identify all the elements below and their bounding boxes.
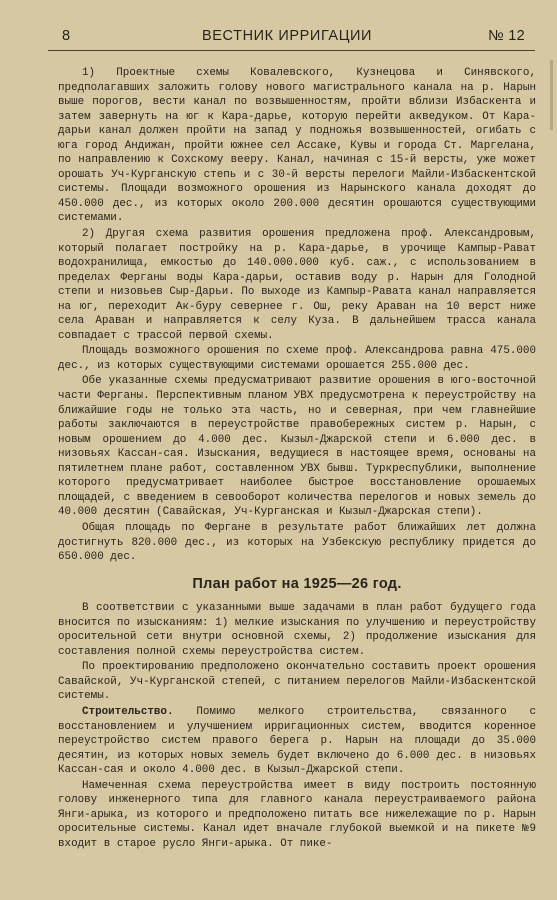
paragraph-surveys: В соответствии с указанными выше задачами в план работ будущего года вносится по изысканиям: 1) мелкие изыскания по улучшению и переустройству оросительной сети внутри основной схемы, 2) продолжение изыскания для составления полной схемы переустройства систем. bbox=[58, 602, 536, 658]
paragraph-total-area: Общая площадь по Фергане в результате работ ближайших лет должна достигнуть 820.000 дес., из которых на Узбекскую республику придется до 650.000 дес. bbox=[58, 521, 536, 564]
paragraph-area-aleksandrov: Площадь возможного орошения по схеме проф. Александрова равна 475.000 дес., из которых существующими системами орошается 255.000 дес. bbox=[58, 345, 536, 372]
construction-lead: Строительство. bbox=[82, 705, 174, 718]
construction-text: Помимо мелкого строительства, связанного с восстановлением и улучшением ирригационных систем, вводится коренное переустройство систем правого берега р. Нарын на площади до 35.000 десятин, из которых новых земель будет включено до 6.000 дес. в низовьях Кассан-сая и около 4.000 дес. в Кызыл-Джарской степи. bbox=[58, 705, 536, 777]
paragraph-both-schemes: Обе указанные схемы предусматривают развитие орошения в юго-восточной части Ферганы. Перспективным планом УВХ предусмотрена к переустройству на ближайшие годы не только эта часть, но и северная, при чем главнейшие работы заключаются в переустройстве правобережных систем р. Нарын, с новым орошением до 4.000 дес. Кызыл-Джарской степи и 6.000 дес. в низовьях Кассан-сая. Изыскания, ведущиеся в настоящее время, основаны на пятилетнем плане работ, составленном УВХ бывш. Туркреспублики, выполнение которого предусматривает наиболее быстрое восстановление орошаемых площадей, с введением в севооборот количества перелогов и новых земель до 40.000 десятин (Савайская, Уч-Курганская и Кызыл-Джарская степи). bbox=[58, 375, 536, 519]
header-rule bbox=[48, 50, 535, 51]
article-body bbox=[58, 66, 536, 851]
section-heading: План работ на 1925—26 год. bbox=[192, 575, 402, 592]
page-edge-shadow bbox=[550, 60, 553, 130]
paragraph-scheme-reconstruction: Намеченная схема переустройства имеет в виду построить постоянную голову инженерного типа для главного канала переустраиваемого района Янги-арыка, из которого и предположено питать все нижележащие по р. Нарын оросительные системы. Канал идет вначале глубокой выемкой и на пикете №9 входит в старое русло Янги-арыка. От пике- bbox=[58, 779, 536, 850]
issue-number: № 12 bbox=[488, 28, 525, 44]
page-number: 8 bbox=[62, 28, 71, 44]
running-header bbox=[48, 26, 535, 48]
journal-title: ВЕСТНИК ИРРИГАЦИИ bbox=[202, 28, 373, 44]
paragraph-scheme-2: 2) Другая схема развития орошения предложена проф. Александровым, который полагает постройку на р. Кара-дарье, в урочище Кампыр-Рават водохранилища, емкостью до 140.000.000 куб. саж., с использованием в пределах Ферганы воды Кара-дарьи, оставив воду р. Нарын для Голодной степи и низовьев Сыр-Дарьи. По выходе из Кампыр-Равата канал направляется на юг, переходит Ак-буру севернее г. Ош, реку Араван на 10 верст ниже села Араван и направляется к селу Куза. В дальнейшем трасса канала совпадает с трассой первой схемы. bbox=[58, 228, 536, 342]
paragraph-design: По проектированию предположено окончательно составить проект орошения Савайской, Уч-Курганской степей, с питанием перелогов Майли-Избаскентской системы. bbox=[58, 661, 536, 703]
paragraph-scheme-1: 1) Проектные схемы Ковалевского, Кузнецова и Синявского, предполагавших заложить голову нового магистрального канала на р. Нарын выше порогов, вести канал по возвышенностям, пройти вблизи Избаскента и затем завернуть на юг к Кара-дарье, которую перейти акведуком. От Кара-дарьи канал должен пройти на запад у подножья возвышенностей, огибать с юга город Андижан, пройти южнее сел Ассаке, Кувы и города Ст. Маргелана, по направлению к Сохскому вееру. Канал, начиная с 15-й версты, уже может орошать Уч-Курганскую степь и с 30-й версты перелоги Майли-Избаскентской системы. Площади возможного орошения из Нарынского канала доходят до 450.000 дес., из которых около 200.000 десятин орошаются существующими системами. bbox=[58, 67, 536, 225]
paragraph-construction bbox=[58, 705, 536, 778]
